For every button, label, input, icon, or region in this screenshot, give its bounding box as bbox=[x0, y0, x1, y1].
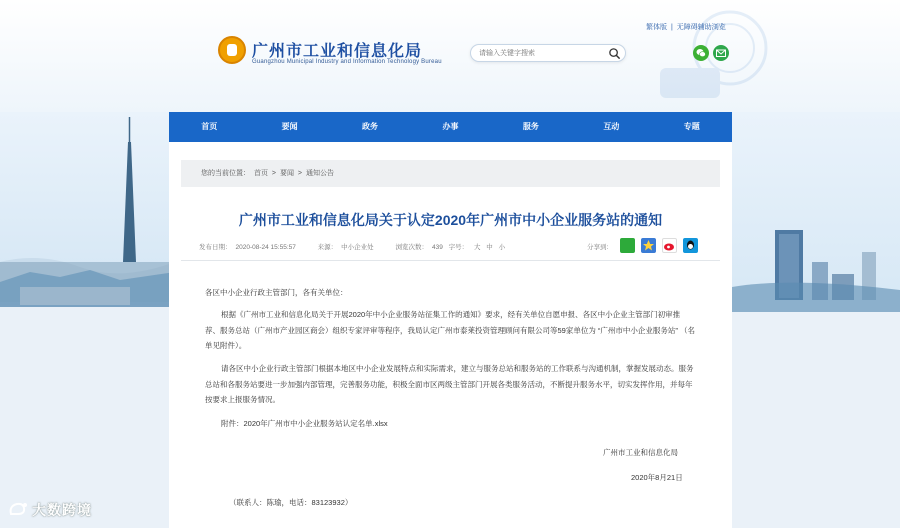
main-nav bbox=[169, 112, 732, 142]
share-label: 分享到: bbox=[587, 244, 609, 251]
share-weibo-icon[interactable] bbox=[662, 238, 677, 253]
nav-item-affairs[interactable]: 办事 bbox=[442, 122, 459, 131]
nav-item-government[interactable]: 政务 bbox=[362, 122, 379, 131]
article-card bbox=[169, 142, 732, 528]
breadcrumb-separator: > bbox=[297, 170, 302, 177]
mail-icon bbox=[716, 48, 726, 58]
breadcrumb-separator: > bbox=[271, 170, 276, 177]
article-salutation: 各区中小企业行政主管部门，各有关单位： bbox=[205, 288, 348, 297]
site-header bbox=[0, 0, 900, 112]
breadcrumb-section[interactable]: 要闻 bbox=[279, 170, 294, 177]
article-meta bbox=[199, 242, 509, 251]
site-title[interactable]: 广州市工业和信息化局 bbox=[252, 43, 423, 60]
site-subtitle: Guangzhou Municipal Industry and Information Technology Bureau bbox=[252, 59, 442, 65]
city-skyline-illustration bbox=[732, 112, 900, 528]
top-links-separator: | bbox=[670, 24, 673, 31]
breadcrumb-prefix: 您的当前位置： bbox=[201, 170, 250, 177]
top-links bbox=[646, 22, 728, 32]
wechat-button[interactable] bbox=[693, 45, 709, 61]
search-icon[interactable] bbox=[608, 47, 621, 60]
font-size-label: 字号： bbox=[448, 244, 469, 251]
source: 中小企业处 bbox=[341, 244, 374, 251]
breadcrumb bbox=[181, 160, 720, 187]
share-qq-icon[interactable] bbox=[683, 238, 698, 253]
search-input[interactable] bbox=[479, 47, 607, 60]
attachment-link[interactable]: 附件：2020年广州市中小企业服务站认定名单.xlsx bbox=[221, 419, 388, 428]
watermark-logo-icon bbox=[8, 500, 30, 518]
font-size-small[interactable]: 小 bbox=[498, 244, 506, 251]
nav-item-services[interactable]: 服务 bbox=[522, 122, 539, 131]
publish-date-label: 发布日期： bbox=[199, 244, 232, 251]
share-wechat-icon[interactable] bbox=[620, 238, 635, 253]
breadcrumb-current[interactable]: 通知公告 bbox=[305, 170, 334, 177]
views-label: 浏览次数： bbox=[395, 244, 428, 251]
site-logo[interactable] bbox=[218, 36, 246, 64]
nav-item-home[interactable]: 首页 bbox=[201, 122, 218, 131]
breadcrumb-home[interactable]: 首页 bbox=[253, 170, 268, 177]
canton-tower-illustration bbox=[0, 112, 175, 528]
contact-info: （联系人：陈瑜，电话：83123932） bbox=[229, 498, 353, 507]
font-size-large[interactable]: 大 bbox=[473, 244, 481, 251]
article-title: 广州市工业和信息化局关于认定2020年广州市中小企业服务站的通知 bbox=[238, 212, 663, 228]
publish-date: 2020-08-24 15:55:57 bbox=[235, 244, 296, 251]
source-label: 来源： bbox=[317, 244, 338, 251]
traditional-chinese-link[interactable]: 繁体版 bbox=[646, 24, 667, 31]
signature-org: 广州市工业和信息化局 bbox=[603, 448, 678, 457]
article-paragraph: 请各区中小企业行政主管部门根据本地区中小企业发展特点和实际需求，建立与服务总站和服务站的工作联系与沟通机制，掌握发展动态。服务总站和各服务站要进一步加强内部管理，完善服务功能，积极全面市区两级主管部门开展各类服务活动，不断提升服务水平，切实发挥作用，并每年按要求上报服务情况。 bbox=[205, 364, 694, 404]
wechat-icon bbox=[696, 48, 706, 58]
watermark-text: 大数跨境 bbox=[32, 502, 92, 518]
share-qzone-icon[interactable] bbox=[641, 238, 656, 253]
nav-item-interaction[interactable]: 互动 bbox=[603, 122, 620, 131]
nav-item-news[interactable]: 要闻 bbox=[281, 122, 298, 131]
meta-divider bbox=[181, 260, 720, 261]
nav-item-topics[interactable]: 专题 bbox=[683, 122, 700, 131]
mail-button[interactable] bbox=[713, 45, 729, 61]
views-count: 439 bbox=[431, 244, 443, 251]
search-box bbox=[470, 44, 626, 62]
article-paragraph: 根据《广州市工业和信息化局关于开展2020年中小企业服务站征集工作的通知》要求，经有关单位自愿申报、各区中小企业主管部门初审推荐、服务总站（广州市产业园区商会）组织专家评审等程序，我局认定广州市泰莱投资管理顾问有限公司等59家单位为 “广州市中小企业服务站” （名单见附件）。 bbox=[205, 310, 696, 350]
font-size-medium[interactable]: 中 bbox=[486, 244, 493, 251]
signature-date: 2020年8月21日 bbox=[631, 473, 683, 482]
accessibility-link[interactable]: 无障碍辅助浏览 bbox=[676, 24, 726, 31]
